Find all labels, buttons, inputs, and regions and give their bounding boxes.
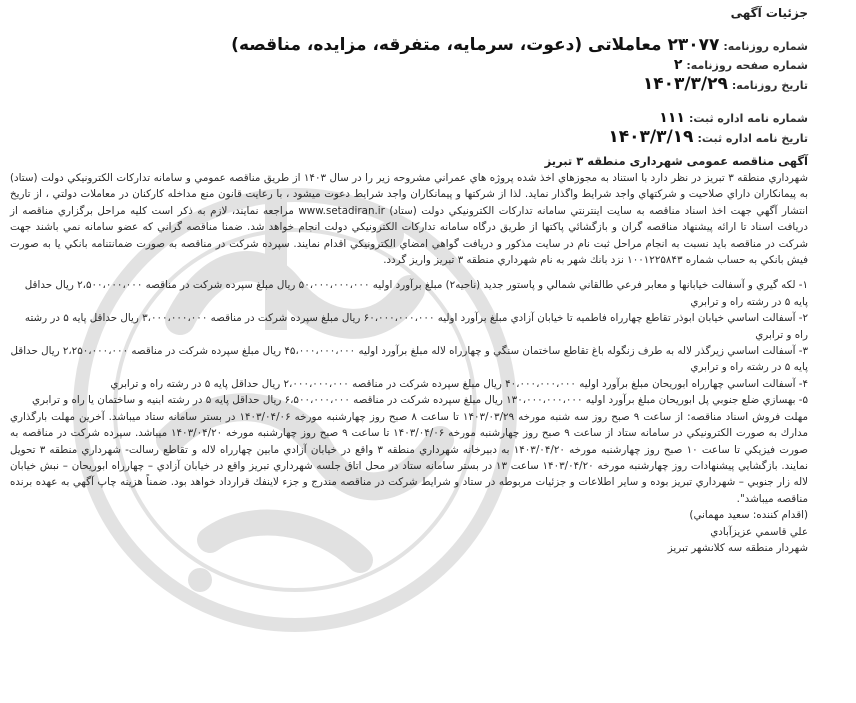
letter-number-value: ۱۱۱: [659, 110, 685, 126]
project-item: ۲- آسفالت اساسي خيابان ابوذر تقاطع چهارراه فاطميه تا خيابان آزادي مبلغ برآورد اوليه ۶۰،۰۰۰،۰۰۰،۰۰۰ ريال مبلغ سپرده شركت در مناقصه ۳،۰۰۰،۰۰۰،۰۰۰ ريال حداقل پايه ۵ در رشته راه و ترابري: [24, 312, 808, 341]
contact-line: (اقدام كننده: سعيد مهماني): [689, 509, 808, 522]
letter-number-row: [10, 109, 808, 128]
page-title: جزئيات آگهی: [730, 6, 808, 20]
page-value: ۲: [673, 57, 683, 73]
letter-number-label: شماره نامه اداره ثبت:: [688, 112, 808, 125]
page-label: شماره صفحه روزنامه:: [686, 59, 808, 72]
registration-info: [10, 109, 808, 148]
letter-date-row: [10, 128, 808, 148]
issue-value: ۲۳۰۷۷ معاملاتی (دعوت، سرمایه، متفرقه، مزایده، مناقصه): [231, 35, 720, 55]
page-row: [10, 56, 808, 75]
newspaper-info: [10, 36, 808, 95]
ad-intro-paragraph: شهرداري منطقه ۳ تبريز در نظر دارد با استناد به مجوزهاي اخذ شده پروژه هاي عمراني مشروحه زير را در سال ۱۴۰۳ از طريق مناقصه عمومي و سامانه تداركات الكترونيكي دولت (ستاد) به پيمانكاران داراي صلاحيت و شركتهاي واجد شرايط واگذار نمايد. لذا از شركتها و پيمانكاران واجد شرايط دعوت ميشود ، با رعايت قانون منع مداخله كاركنان در معاملات دولتي ، از تاريخ انتشار آگهي جهت اخذ اسناد مناقصه به سايت اينترنتي سامانه تداركات الكترونيكي دولت (ستاد) www.setadiran.ir مراجعه نمايند، لازم به ذكر است كليه مراحل برگزاري مناقصه از دريافت اسناد تا ارائه پيشنهاد مناقصه گران و بازگشائي پاكتها از طريق درگاه سامانه تداركات الكترونيكي دولت انجام خواهد شد. ضمنا مناقصه گراني كه عضو سامانه نمي باشند جهت شركت در مناقصه بايد نسبت به انجام مراحل ثبت نام در سايت مذكور و دريافت گواهي امضاي الكترونيكي اقدام نمايند. سپرده شركت در مناقصه به صورت ضمانتنامه بانكي يا به صورت فيش بانكي به حساب شماره ۱۰۰۱۲۲۵۸۴۳ نزد بانك شهر به نام شهرداري منطقه ۳ تبريز واريز گردد.: [10, 172, 808, 267]
signer-title: شهردار منطقه سه كلانشهر تبريز: [667, 541, 808, 554]
project-list: [10, 277, 808, 408]
date-row: [10, 75, 808, 95]
issue-row: [10, 36, 808, 56]
letter-date-label: تاریخ نامه اداره ثبت:: [697, 132, 808, 145]
project-item: ۱- لكه گيري و آسفالت خيابانها و معابر فرعي طالقاني شمالي و پاستور جديد (ناحيه۲) مبلغ برآورد اوليه ۵۰،۰۰۰،۰۰۰،۰۰۰ ريال مبلغ سپرده شركت در مناقصه ۲،۵۰۰،۰۰۰،۰۰۰ ريال حداقل پايه ۵ در رشته راه و ترابري: [24, 279, 808, 308]
date-label: تاریخ روزنامه:: [731, 79, 808, 92]
letter-date-value: ۱۴۰۳/۳/۱۹: [608, 127, 694, 147]
project-item: ۵- بهسازي ضلع جنوبي پل ابوريحان مبلغ برآورد اوليه ۱۳۰،۰۰۰،۰۰۰،۰۰۰ ريال مبلغ سپرده شركت در مناقصه ۶،۵۰۰،۰۰۰،۰۰۰ ريال حداقل پايه ۵ در رشته ابنيه و ساختمان يا راه و ترابري: [31, 394, 808, 407]
schedule-paragraph: مهلت فروش اسناد مناقصه: از ساعت ۹ صبح روز سه شنبه مورخه ۱۴۰۳/۰۳/۲۹ تا ساعت ۸ صبح روز چهارشنبه مورخه ۱۴۰۳/۰۴/۰۶ در بستر سامانه ستاد ميباشد. آخرين مهلت بارگذاري مدارك به صورت الكترونيكي در سامانه ستاد از ساعت ۹ صبح روز چهارشنبه مورخه ۱۴۰۳/۰۴/۰۶ تا ساعت ۹ صبح روز چهارشنبه مورخه ۱۴۰۳/۰۴/۲۰ ميباشد. سپرده شركت در مناقصه به صورت فيزيكي تا ساعت ۱۰ صبح روز چهارشنبه مورخه ۱۴۰۳/۰۴/۲۰ به دبيرخانه شهرداري منطقه ۳ واقع در خيابان آزادي مابين چهارراه لاله و تقاطع رسالت- شهرداري منطقه ۳ تحويل نمايند. بازگشايي پيشنهادات روز چهارشنبه مورخه ۱۴۰۳/۰۴/۲۰ ساعت ۱۳ در بستر سامانه ستاد در محل اتاق جلسه شهرداري تبريز واقع در خيابان آزادي – چهارراه ابوريحان – نبش خيابان لاله زار جنوبي – شهرداري تبريز بوده و ساير اطلاعات و جزئيات مربوطه در ستاد و شرايط شركت در مناقصه مندرج و جزء لاينفك قرارداد خواهد بود. ضمناً هزينه چاپ آگهي به عهده برنده مناقصه ميباشد".: [10, 410, 809, 505]
signer-name: علي قاسمي عزيزآبادي: [710, 525, 808, 538]
date-value: ۱۴۰۳/۳/۲۹: [642, 74, 728, 94]
project-item: ۴- آسفالت اساسي چهارراه ابوريحان مبلغ برآورد اوليه ۴۰،۰۰۰،۰۰۰،۰۰۰ ريال مبلغ سپرده شركت در مناقصه ۲،۰۰۰،۰۰۰،۰۰۰ ريال حداقل پايه ۵ در رشته راه و ترابري: [110, 377, 808, 390]
project-item: ۳- آسفالت اساسي زيرگذر لاله به طرف زنگوله باغ تقاطع ساختمان سنگي و چهارراه لاله مبلغ برآورد اوليه ۴۵،۰۰۰،۰۰۰،۰۰۰ ريال مبلغ سپرده شركت در مناقصه ۲،۲۵۰،۰۰۰،۰۰۰ ريال حداقل پايه ۵ در رشته راه و ترابري: [10, 345, 808, 374]
issue-label: شماره روزنامه:: [723, 40, 808, 53]
ad-title: آگهی مناقصه عمومی شهرداری منطقه ۳ تبریز: [544, 154, 808, 168]
